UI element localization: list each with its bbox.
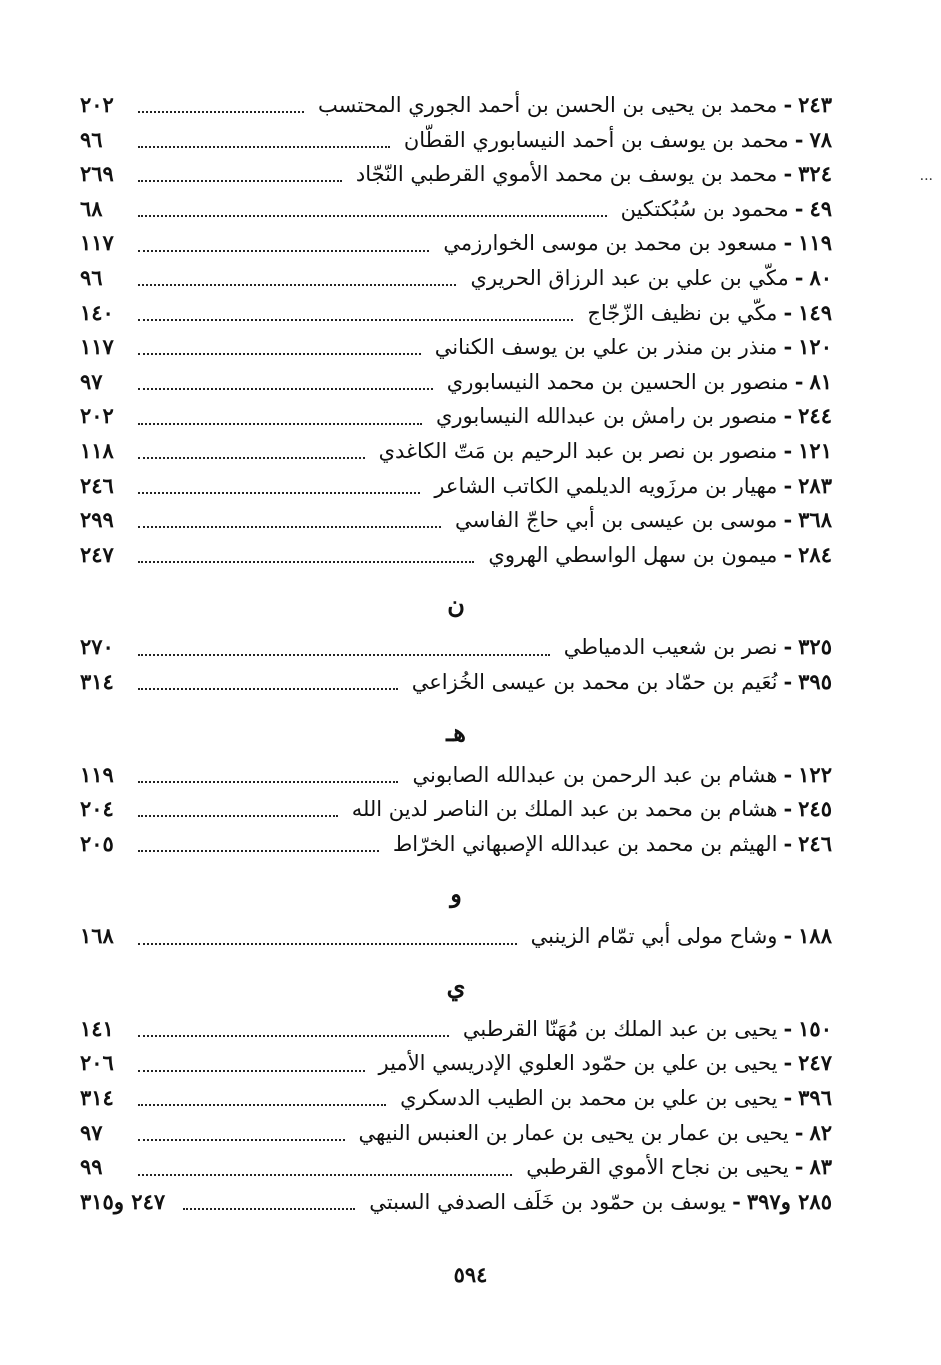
dot-leader (138, 457, 365, 459)
entry-separator-dash: - (794, 1119, 804, 1145)
dot-leader (138, 215, 607, 217)
entry-page-reference: ٣١٤ (80, 1085, 114, 1111)
entry-separator-dash: - (783, 334, 793, 360)
section-letter-heading: هـ (446, 717, 466, 747)
dot-leader (138, 284, 456, 286)
entry-separator-dash: - (794, 368, 804, 394)
entry-separator-dash: - (783, 403, 793, 429)
entry-number: ٢٤٧ (798, 1050, 832, 1076)
index-entry (80, 1085, 832, 1120)
entry-name: الهيثم بن محمد بن عبدالله الإصبهاني الخرّاط (392, 831, 778, 856)
entry-number: ٨١ (809, 368, 832, 394)
entry-name: محمد بن يوسف بن أحمد النيسابوري القطّان (403, 127, 789, 152)
dot-leader (138, 688, 398, 690)
entry-page-reference: ٢٦٩ (80, 161, 114, 187)
entry-name: محمود بن سُبُكتكين (620, 196, 789, 221)
entry-name: مكّي بن علي بن عبد الرزاق الحريري (470, 265, 789, 290)
entry-name: يحيى بن علي بن محمد بن الطيب الدسكري (400, 1086, 778, 1111)
dot-leader (138, 850, 379, 852)
entry-separator-dash: - (794, 195, 804, 221)
entry-separator-dash: - (783, 830, 793, 856)
dot-leader (138, 1139, 345, 1141)
dot-leader (138, 1070, 365, 1072)
entry-page-reference: ١١٧ (80, 230, 114, 256)
entry-separator-dash: - (783, 1015, 793, 1041)
entry-page-reference: ٣١٤ (80, 668, 114, 694)
entry-number: ٤٩ (809, 195, 832, 221)
entry-number: ٢٤٣ (798, 92, 832, 117)
entry-separator-dash: - (783, 923, 793, 949)
entry-name: منصور بن نصر بن عبد الرحيم بن مَتّ الكاغدي (378, 438, 778, 463)
entry-separator-dash: - (783, 1050, 793, 1076)
dot-leader (138, 943, 517, 945)
entry-name: نصر بن شعيب الدمياطي (563, 635, 778, 660)
entry-separator-dash: - (783, 668, 793, 694)
entry-separator-dash: - (732, 1188, 741, 1214)
entry-name: منصور بن رامش بن عبدالله النيسابوري (435, 404, 778, 429)
dot-leader (138, 1104, 386, 1106)
index-entry (80, 300, 832, 335)
index-entry (80, 1154, 832, 1189)
entry-separator-dash: - (783, 230, 793, 256)
entry-separator-dash: - (783, 472, 793, 498)
index-entry (80, 403, 832, 438)
margin-mark: ... (919, 168, 933, 184)
index-entry (80, 127, 832, 162)
index-entry (80, 507, 832, 542)
dot-leader (138, 1035, 449, 1037)
entry-page-reference: ٢٠٥ (80, 830, 114, 856)
entry-name: مهيار بن مرزَويه الديلمي الكاتب الشاعر (434, 473, 778, 498)
index-entry (80, 1050, 832, 1085)
entry-number: ١٢٢ (798, 761, 832, 787)
entry-number: ٨٣ (809, 1154, 832, 1180)
section-letter-heading: و (450, 879, 462, 909)
entry-name: محمد بن يوسف بن محمد الأموي القرطبي النّجّاد (355, 162, 778, 187)
entry-name: وشاح مولى أبي تمّام الزينبي (530, 924, 778, 949)
entry-page-reference: ١٦٨ (80, 923, 114, 949)
entry-number: ٢٤٤ (798, 403, 832, 429)
entry-separator-dash: - (783, 761, 793, 787)
index-entry (80, 438, 832, 473)
entry-page-reference: ٢٩٩ (80, 507, 114, 533)
entry-page-reference: ١١٩ (80, 761, 114, 787)
dot-leader (183, 1208, 355, 1210)
entry-number: ٢٨٥ و٣٩٧ (746, 1188, 832, 1214)
index-entry (80, 1120, 832, 1155)
index-entry (80, 669, 832, 704)
entry-page-reference: ١١٨ (80, 437, 114, 463)
entry-number: ١٨٨ (798, 923, 832, 949)
entry-page-reference: ٢٠٤ (80, 796, 114, 822)
entry-name: منصور بن الحسين بن محمد النيسابوري (446, 369, 789, 394)
entry-number: ٣٩٥ (798, 668, 832, 694)
section-letter-heading: ي (446, 971, 466, 1001)
entry-page-reference: ١٤٠ (80, 299, 114, 325)
entry-number: ١١٩ (798, 230, 832, 256)
entry-separator-dash: - (794, 264, 804, 290)
index-entry (80, 161, 832, 196)
entry-page-reference: ٩٩ (80, 1154, 103, 1180)
entry-number: ٧٨ (809, 126, 832, 152)
entry-number: ٨٢ (809, 1119, 832, 1145)
entry-page-reference: ١٤١ (80, 1015, 114, 1041)
index-entry (80, 831, 832, 866)
entry-page-reference: ٢٤٧ و٣١٥ (80, 1188, 166, 1214)
entry-separator-dash: - (783, 1085, 793, 1111)
entry-page-reference: ٢٠٦ (80, 1050, 114, 1076)
entry-page-reference: ٢٠٢ (80, 403, 114, 429)
entry-separator-dash: - (783, 507, 793, 533)
entry-page-reference: ١١٧ (80, 334, 114, 360)
entry-name: مكّي بن نظيف الزّجّاج (587, 300, 778, 325)
entry-number: ١٢٠ (798, 334, 832, 360)
entry-name: ميمون بن سهل الواسطي الهروي (488, 542, 778, 567)
entry-number: ٣٦٨ (798, 507, 832, 533)
entry-page-reference: ٩٧ (80, 1119, 103, 1145)
entry-separator-dash: - (783, 437, 793, 463)
page-number: ٥٩٤ (453, 1262, 488, 1287)
entry-page-reference: ٢٧٠ (80, 634, 114, 660)
entry-page-reference: ٩٦ (80, 126, 103, 152)
entry-name: موسى بن عيسى بن أبي حاجّ الفاسي (454, 508, 778, 533)
entry-number: ٣٢٥ (798, 634, 832, 660)
entry-number: ٢٤٦ (798, 830, 832, 856)
entry-number: ٢٨٤ (798, 541, 832, 567)
entry-page-reference: ٢٠٢ (80, 92, 114, 117)
entry-separator-dash: - (794, 126, 804, 152)
index-page (80, 92, 832, 1223)
entry-separator-dash: - (783, 541, 793, 567)
dot-leader (138, 1174, 512, 1176)
index-entry (80, 369, 832, 404)
entry-number: ٣٢٤ (798, 161, 832, 187)
entry-number: ٢٤٥ (798, 796, 832, 822)
entry-name: يحيى بن عمار بن يحيى بن عمار بن العنبس النيهي (358, 1120, 789, 1145)
index-entry (80, 923, 832, 958)
index-entry (80, 265, 832, 300)
index-entry (80, 762, 832, 797)
dot-leader (138, 423, 422, 425)
dot-leader (138, 353, 421, 355)
index-entry (80, 92, 832, 127)
index-entry (80, 196, 832, 231)
dot-leader (138, 654, 550, 656)
entry-separator-dash: - (783, 299, 793, 325)
index-entry (80, 542, 832, 577)
index-entry (80, 1189, 832, 1224)
entry-number: ٨٠ (809, 264, 832, 290)
entry-number: ٢٨٣ (798, 472, 832, 498)
entry-page-reference: ٦٨ (80, 195, 103, 221)
entry-name: منذر بن منذر بن علي بن يوسف الكناني (434, 335, 778, 360)
entry-separator-dash: - (783, 634, 793, 660)
entry-page-reference: ٩٧ (80, 368, 103, 394)
index-entry (80, 230, 832, 265)
dot-leader (138, 781, 398, 783)
dot-leader (138, 111, 304, 113)
section-letter-heading: ن (447, 590, 465, 620)
index-entry (80, 1016, 832, 1051)
entry-page-reference: ٩٦ (80, 264, 103, 290)
entry-number: ١٢١ (798, 437, 832, 463)
dot-leader (138, 526, 441, 528)
entry-page-reference: ٢٤٦ (80, 472, 114, 498)
entry-name: يحيى بن علي بن حمّود العلوي الإدريسي الأمير (378, 1051, 778, 1076)
entry-name: مسعود بن محمد بن موسى الخوارزمي (443, 231, 778, 256)
entry-name: هشام بن محمد بن عبد الملك بن الناصر لدين الله (351, 797, 778, 822)
dot-leader (138, 388, 433, 390)
index-entry (80, 473, 832, 508)
dot-leader (138, 561, 474, 563)
entry-name: يحيى بن عبد الملك بن مُهَنّا القرطبي (462, 1016, 778, 1041)
entry-separator-dash: - (783, 161, 793, 187)
entry-number: ١٤٩ (798, 299, 832, 325)
dot-leader (138, 146, 390, 148)
entry-name: محمد بن يحيى بن الحسن بن أحمد الجوري المحتسب (318, 93, 778, 117)
index-entry (80, 634, 832, 669)
entry-separator-dash: - (783, 92, 793, 117)
entry-number: ٣٩٦ (798, 1085, 832, 1111)
dot-leader (138, 815, 338, 817)
entry-number: ١٥٠ (798, 1015, 832, 1041)
dot-leader (138, 180, 342, 182)
entry-separator-dash: - (783, 796, 793, 822)
dot-leader (138, 250, 429, 252)
dot-leader (138, 492, 420, 494)
entry-name: نُعَيم بن حمّاد بن محمد بن عيسى الخُزاعي (411, 669, 778, 694)
entry-page-reference: ٢٤٧ (80, 541, 114, 567)
index-entry (80, 334, 832, 369)
entry-name: يوسف بن حمّود بن خَلَف الصدفي السبتي (369, 1189, 727, 1214)
entry-name: هشام بن عبد الرحمن بن عبدالله الصابوني (412, 762, 778, 787)
entry-separator-dash: - (794, 1154, 804, 1180)
entry-name: يحيى بن نجاح الأموي القرطبي (526, 1155, 789, 1180)
index-entry (80, 796, 832, 831)
dot-leader (138, 319, 573, 321)
